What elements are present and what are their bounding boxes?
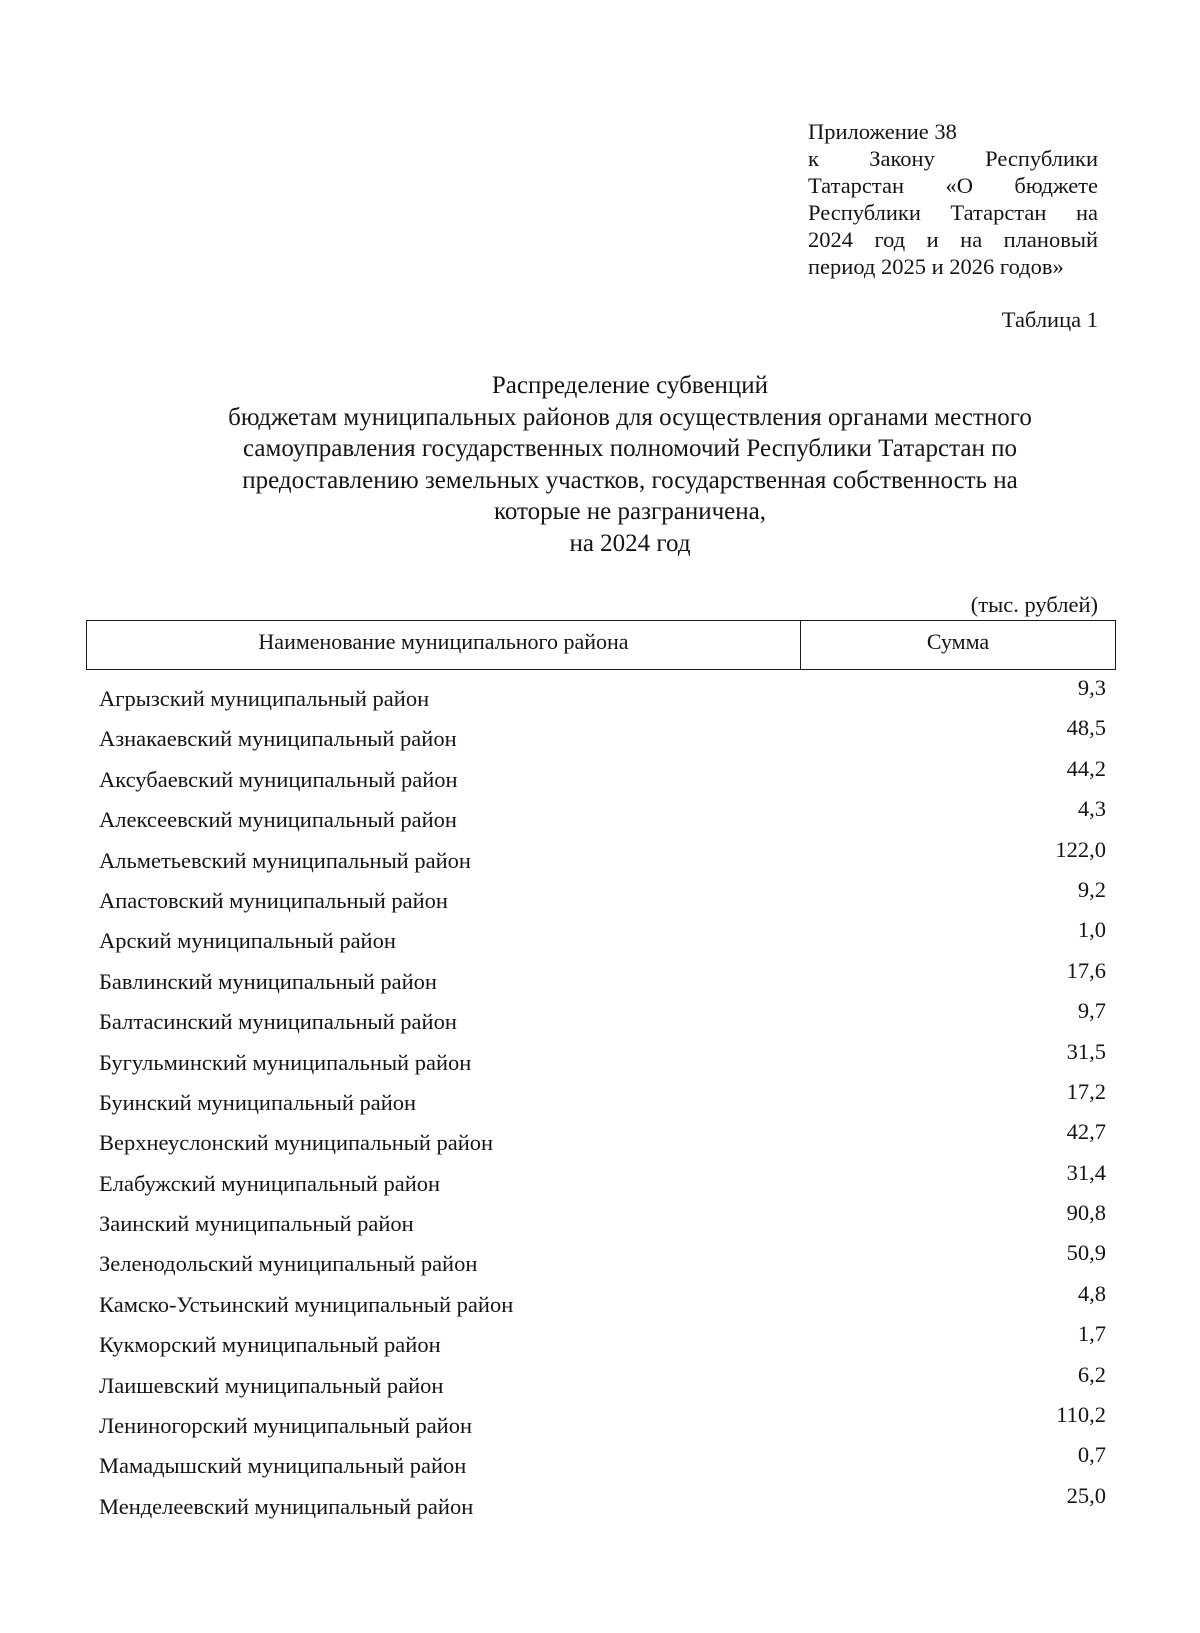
district-name: Менделеевский муниципальный район (99, 1493, 474, 1519)
district-name: Кукморский муниципальный район (99, 1332, 441, 1358)
table-row (99, 995, 1106, 1035)
appendix-block (808, 118, 1098, 280)
district-name: Заинский муниципальный район (99, 1211, 414, 1237)
title-line: бюджетам муниципальных районов для осуществления органами местного (228, 403, 1032, 431)
table-number: Таблица 1 (1001, 307, 1098, 332)
district-amount: 44,2 (1066, 755, 1106, 781)
table-row (99, 874, 1106, 914)
district-amount: 110,2 (1056, 1402, 1106, 1428)
district-amount: 1,0 (1077, 917, 1106, 943)
appendix-line: Татарстан «О бюджете (808, 173, 1098, 198)
district-name: Апастовский муниципальный район (99, 887, 448, 913)
table-row (99, 1439, 1106, 1479)
table-body (99, 672, 1106, 1520)
district-amount: 122,0 (1055, 836, 1106, 862)
table-row (99, 955, 1106, 995)
district-name: Зеленодольский муниципальный район (99, 1251, 478, 1277)
district-name: Мамадышский муниципальный район (99, 1453, 467, 1479)
title-line: самоуправления государственных полномочий Республики Татарстан по (243, 435, 1017, 462)
district-amount: 9,3 (1077, 675, 1106, 700)
district-name: Буинский муниципальный район (99, 1089, 417, 1115)
district-name: Агрызский муниципальный район (99, 686, 430, 711)
table-row (99, 1318, 1106, 1358)
appendix-line: период 2025 и 2026 годов» (808, 254, 1064, 279)
table-row (99, 1237, 1106, 1277)
document-title (100, 370, 1160, 559)
district-amount: 17,2 (1066, 1078, 1106, 1104)
title-line: предоставлению земельных участков, государственная собственность на (242, 466, 1018, 494)
district-name: Альметьевский муниципальный район (99, 847, 471, 873)
table-row (99, 914, 1106, 954)
district-name: Азнакаевский муниципальный район (99, 726, 457, 752)
district-name: Лениногорский муниципальный район (99, 1413, 473, 1439)
district-name: Верхнеуслонский муниципальный район (99, 1130, 494, 1156)
district-name: Камско-Устьинский муниципальный район (99, 1291, 514, 1317)
district-amount: 42,7 (1066, 1119, 1106, 1145)
district-amount: 17,6 (1066, 957, 1106, 983)
table-row (99, 1116, 1106, 1156)
title-line: Распределение субвенций (491, 372, 769, 399)
appendix-line: Приложение 38 (808, 119, 957, 144)
table-row (99, 1197, 1106, 1237)
table-row (99, 672, 1106, 712)
table-row (99, 1036, 1106, 1076)
table-row (99, 1278, 1106, 1318)
table-row (99, 753, 1106, 793)
district-amount: 1,7 (1077, 1321, 1106, 1347)
units-label: (тыс. рублей) (970, 592, 1098, 617)
district-name: Елабужский муниципальный район (99, 1170, 441, 1196)
table-row (99, 1076, 1106, 1116)
district-amount: 9,7 (1077, 998, 1106, 1024)
district-amount: 25,0 (1066, 1482, 1106, 1508)
district-amount: 90,8 (1066, 1200, 1106, 1226)
district-amount: 0,7 (1077, 1442, 1106, 1468)
district-name: Лаишевский муниципальный район (99, 1372, 444, 1398)
district-name: Аксубаевский муниципальный район (99, 766, 458, 792)
table-row (99, 1359, 1106, 1399)
header-sum: Сумма (926, 629, 990, 654)
table-row (99, 834, 1106, 874)
district-amount: 48,5 (1066, 715, 1106, 741)
district-amount: 4,8 (1077, 1280, 1106, 1306)
district-amount: 6,2 (1077, 1361, 1106, 1387)
appendix-line: Республики Татарстан на (808, 200, 1098, 225)
district-amount: 31,4 (1066, 1159, 1106, 1185)
district-name: Арский муниципальный район (99, 928, 396, 954)
district-amount: 4,3 (1077, 796, 1106, 822)
district-amount: 50,9 (1066, 1240, 1106, 1266)
appendix-line: 2024 год и на плановый (808, 227, 1098, 252)
table-header (86, 620, 1116, 670)
district-amount: 9,2 (1077, 876, 1106, 902)
table-row (99, 1399, 1106, 1439)
table-row (99, 712, 1106, 752)
district-name: Балтасинский муниципальный район (99, 1009, 457, 1035)
district-name: Бавлинский муниципальный район (99, 968, 437, 994)
table-row (99, 1157, 1106, 1197)
title-line: которые не разграничена, (494, 498, 766, 525)
district-amount: 31,5 (1066, 1038, 1106, 1064)
header-district-name: Наименование муниципального района (87, 621, 801, 669)
table-row (99, 793, 1106, 833)
table-row (99, 1480, 1106, 1520)
district-name: Алексеевский муниципальный район (99, 807, 457, 833)
district-name: Бугульминский муниципальный район (99, 1049, 472, 1075)
title-line: на 2024 год (569, 529, 691, 557)
appendix-line: к Закону Республики (808, 146, 1098, 171)
